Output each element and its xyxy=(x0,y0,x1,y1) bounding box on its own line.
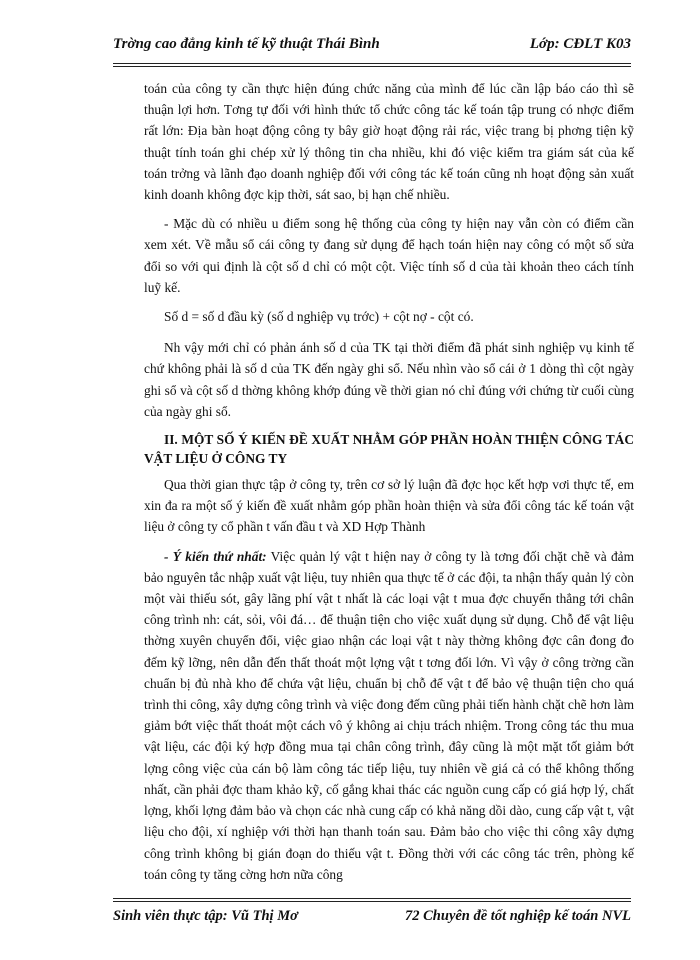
footer-rule xyxy=(113,898,631,899)
footer-rule-double xyxy=(113,901,631,902)
paragraph-intro: Qua thời gian thực tập ở công ty, trên cơ sở lý luận đã đợc học kết hợp vơi thực tế, em xin đa ra một số ý kiến đề xuất nhằm góp phần hoàn thiện và sửa đổi công tác kế toán vật liệu ở công ty cổ phần t vấn đầu t và XD Hợp Thành xyxy=(144,477,634,535)
paragraph-first-suggestion xyxy=(144,546,634,885)
footer-student-name: Sinh viên thực tập: Vũ Thị Mơ xyxy=(113,908,298,924)
page-header xyxy=(113,36,631,60)
balance-formula: Số d = số d đầu kỳ (số d nghiệp vụ trớc) + cột nợ - cột có. xyxy=(164,309,474,325)
document-body xyxy=(144,78,634,893)
paragraph-continuation: toán của công ty cần thực hiện đúng chức năng của mình để lúc cần lập báo cáo thì sẽ thuận lợi hơn. Tơng tự đối với hình thức tổ chức công tác kế toán tập trung có nhợc điểm rất lớn: Địa bàn hoạt động công ty bây giờ hoạt động rải rác, việc trang bị phơng tiện kỹ thuật tính toán ghi chép xử lý thông tin cha nhiều, khi đó việc kiểm tra giám sát của kế toán trởng và lãnh đạo doanh nghiệp đối với công tác kế toán cũng nh hoạt động sản xuất kinh doanh không đợc kịp thời, sát sao, bị hạn chế nhiều. xyxy=(144,81,634,203)
first-suggestion-label: - Ý kiến thứ nhất: xyxy=(164,548,267,564)
header-rule-double xyxy=(113,66,631,67)
first-suggestion-text: Việc quản lý vật t hiện nay ở công ty là tơng đối chặt chẽ và đảm bảo nguyên tắc nhập xuất vật liệu, tuy nhiên qua thực tế ở các đội, ta nhận thấy quản lý còn một vài thiếu sót, gây lãng phí vật t nhất là các loại vật t mua đợc chuyển thẳng tới chân công trình nh: cát, sỏi, vôi đá… để thuận tiện cho việc xuất dụng sử dụng. Chỗ để vật liệu thờng xuyên chuyển đổi, việc giao nhận các loại vật t này thờng không đợc cân đong đo đếm kỹ lỡng, nên dẫn đến thất thoát một lợng vật t tơng đối lớn. Vì vậy ở công trờng cần chuẩn bị đủ nhà kho để chứa vật liệu, chuẩn bị chỗ để vật t để bảo vệ thuận tiện cho quá trình thi công, xây dựng công trình và việc đong đếm cũng phải tiến hành chặt chẽ hơn làm giảm bớt việc thất thoát một cách vô ý không ai chịu trách nhiệm. Trong công tác thu mua vật liệu, các đội ký hợp đồng mua tại chân công trình, đây cũng là một mặt tốt giảm bớt lợng công việc của cán bộ làm công tác tiếp liệu, tuy nhiên về giá cả có thể không thống nhất, cần phải đợc tham khảo kỹ, cố gắng khai thác các nguồn cung cấp có giá hợp lý, chất lợng, khối lợng đảm bảo và chọn các nhà cung cấp có khả năng dồi dào, cung cấp vật t, vật liệu cho đội, xí nghiệp với thời hạn thanh toán sau. Đảm bảo cho việc thi công xây dựng công trình không bị gián đoạn do thiếu vật t. Đồng thời với các công tác trên, phòng kế toán công ty tăng cờng hơn nữa công xyxy=(144,548,635,882)
page-footer xyxy=(113,908,631,930)
header-school-name: Trờng cao đẳng kinh tế kỹ thuật Thái Bình xyxy=(113,36,380,52)
header-class-name: Lớp: CĐLT K03 xyxy=(529,36,631,52)
footer-page-title: 72 Chuyên đề tốt nghiệp kế toán NVL xyxy=(405,908,631,924)
paragraph-ledger-note: - Mặc dù có nhiều u điểm song hệ thống của công ty hiện nay vẫn còn có điểm cần xem xét. Về mẫu sổ cái công ty đang sử dụng để hạch toán hiện nay công có một số sửa đổi so với qui định là cột số d chỉ có một cột. Việc tính số d của tài khoản theo cách tính luỹ kế. xyxy=(144,216,634,295)
paragraph-balance-explanation: Nh vậy mới chỉ có phản ánh số d của TK tại thời điểm đã phát sinh nghiệp vụ kinh tế chứ không phải là số d của TK đến ngày ghi sổ. Nếu nhìn vào sổ cái ở 1 dòng thì cột ngày ghi sổ và cột số d thờng không khớp đúng về thời gian nó chỉ đúng với chứng từ cuối cùng của ngày ghi sổ. xyxy=(144,340,634,419)
section-heading: II. MỘT SỐ Ý KIẾN ĐỀ XUẤT NHẰM GÓP PHẦN HOÀN THIỆN CÔNG TÁC VẬT LIỆU Ở CÔNG TY xyxy=(144,432,634,467)
header-rule xyxy=(113,63,631,64)
